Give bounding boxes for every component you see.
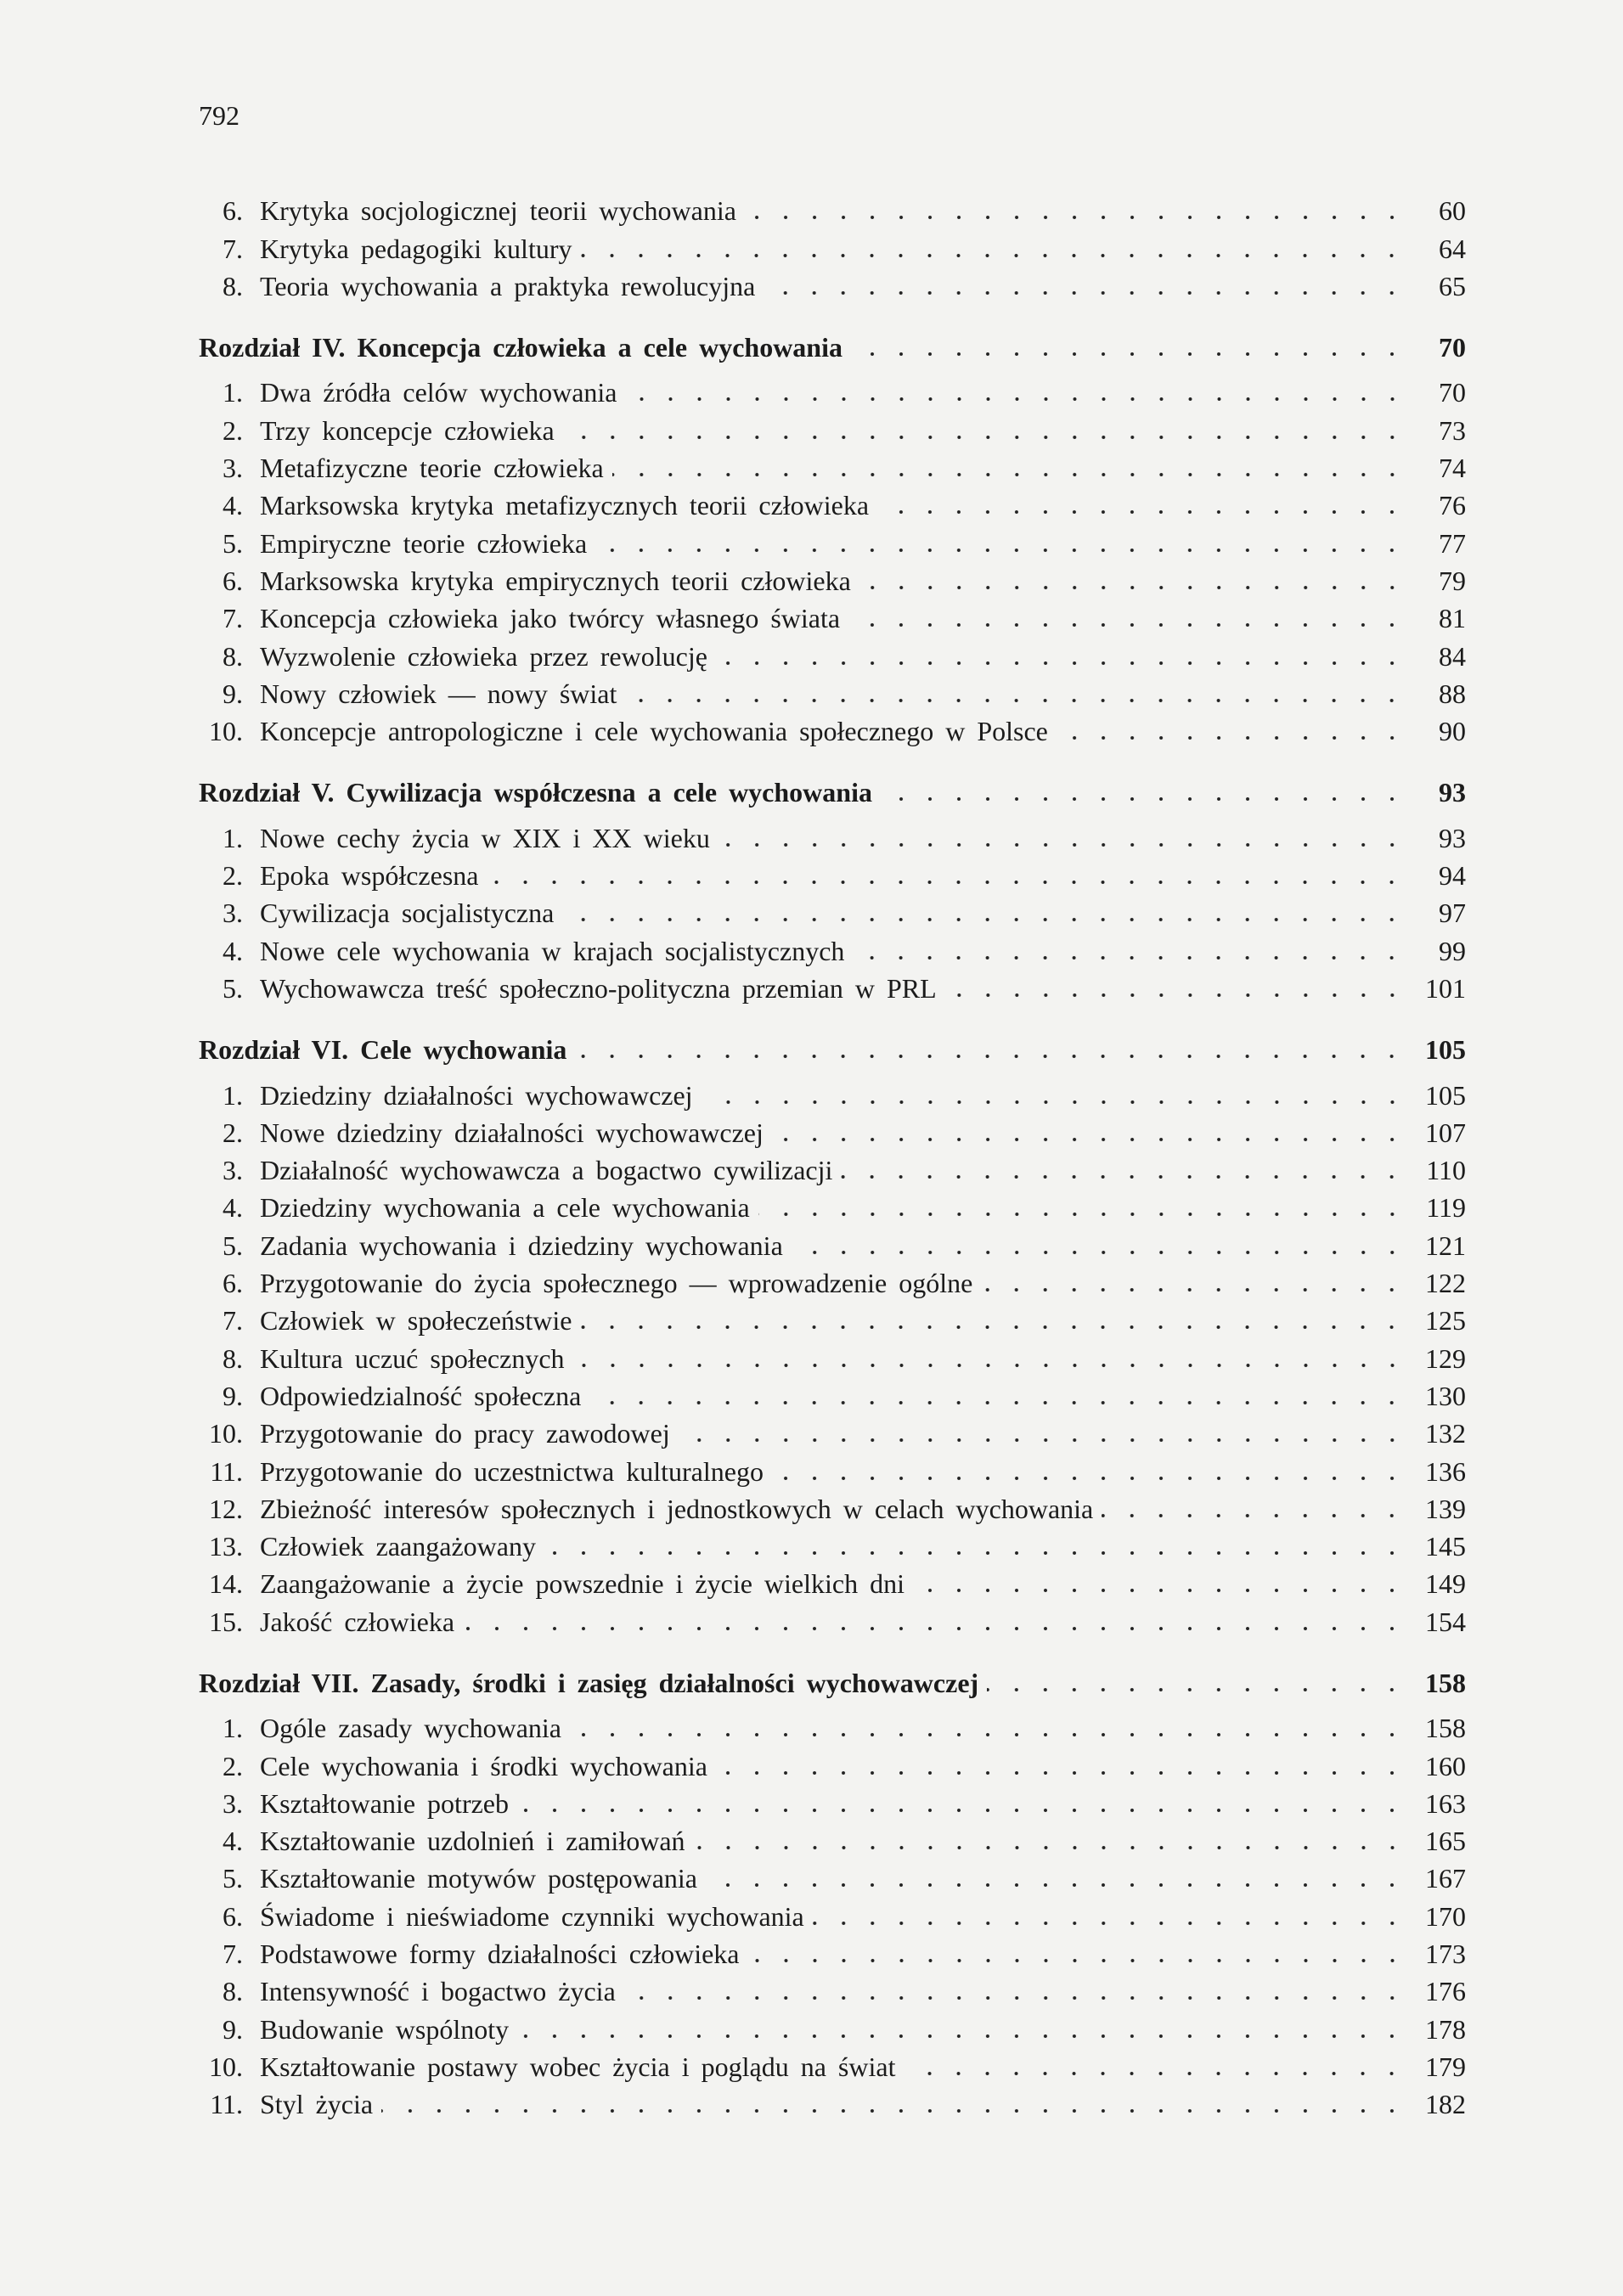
chapter-title: Rozdział IV. Koncepcja człowieka a cele wychowania xyxy=(199,332,842,363)
dot-leader xyxy=(589,1377,1417,1415)
entry-page-number: 88 xyxy=(1439,678,1466,709)
dot-leader xyxy=(487,857,1417,894)
entry-page-number: 107 xyxy=(1425,1117,1466,1148)
toc-entry xyxy=(195,1935,1466,1972)
entry-page-number: 170 xyxy=(1425,1900,1466,1932)
toc-entry xyxy=(195,1822,1466,1860)
toc-entry xyxy=(195,1189,1466,1226)
table-of-contents xyxy=(195,192,1466,2123)
dot-leader xyxy=(702,1077,1417,1114)
chapter-title: Rozdział V. Cywilizacja współczesna a cele wychowania xyxy=(199,777,872,808)
chapter-page-number: 70 xyxy=(1439,332,1466,363)
dot-leader xyxy=(716,1747,1417,1785)
entry-title: Dziedziny wychowania a cele wychowania xyxy=(260,1192,750,1224)
entry-number: 2. xyxy=(223,414,243,446)
entry-page-number: 90 xyxy=(1439,716,1466,747)
chapter-page-number: 93 xyxy=(1439,777,1466,808)
dot-leader xyxy=(748,1935,1417,1972)
entry-page-number: 149 xyxy=(1425,1568,1466,1600)
entry-page-number: 179 xyxy=(1425,2051,1466,2082)
entry-title: Kształtowanie motywów postępowania xyxy=(260,1863,697,1894)
entry-page-number: 105 xyxy=(1425,1079,1466,1111)
entry-page-number: 145 xyxy=(1425,1531,1466,1562)
dot-leader xyxy=(848,599,1417,637)
entry-number: 6. xyxy=(223,195,243,227)
dot-leader xyxy=(841,1151,1417,1189)
entry-page-number: 64 xyxy=(1439,233,1466,264)
entry-title: Świadome i nieświadome czynniki wychowania xyxy=(260,1900,804,1932)
entry-page-number: 84 xyxy=(1439,640,1466,672)
entry-number: 6. xyxy=(223,565,243,596)
entry-title: Teoria wychowania a praktyka rewolucyjna xyxy=(260,270,756,301)
toc-entry xyxy=(195,1602,1466,1640)
entry-title: Empiryczne teorie człowieka xyxy=(260,527,588,559)
entry-page-number: 60 xyxy=(1439,195,1466,227)
entry-title: Zbieżność interesów społecznych i jednostkowych w celach wychowania xyxy=(260,1493,1094,1524)
dot-leader xyxy=(624,1972,1417,2010)
dot-leader xyxy=(626,374,1417,411)
dot-leader xyxy=(694,1822,1417,1860)
toc-entry xyxy=(195,1415,1466,1452)
entry-page-number: 101 xyxy=(1425,972,1466,1004)
toc-entry xyxy=(195,1377,1466,1415)
dot-leader xyxy=(877,487,1417,524)
toc-entry xyxy=(195,524,1466,561)
entry-number: 3. xyxy=(223,1155,243,1186)
toc-entry xyxy=(195,894,1466,931)
entry-title: Koncepcja człowieka jako twórcy własnego świata xyxy=(260,603,841,634)
entry-title: Trzy koncepcje człowieka xyxy=(260,414,555,446)
entry-title: Nowe dziedziny działalności wychowawczej xyxy=(260,1117,764,1148)
entry-number: 8. xyxy=(223,1342,243,1374)
dot-leader xyxy=(517,2011,1417,2048)
toc-entry xyxy=(195,449,1466,487)
entry-title: Wychowawcza treść społeczno-polityczna przemian w PRL xyxy=(260,972,937,1004)
entry-page-number: 76 xyxy=(1439,490,1466,521)
dot-leader xyxy=(745,192,1417,229)
chapter-heading xyxy=(195,774,1466,811)
entry-number: 5. xyxy=(223,1230,243,1261)
entry-page-number: 173 xyxy=(1425,1939,1466,1970)
dot-leader xyxy=(853,932,1417,970)
dot-leader xyxy=(764,267,1417,305)
entry-page-number: 77 xyxy=(1439,527,1466,559)
entry-number: 8. xyxy=(223,270,243,301)
dot-leader xyxy=(913,1565,1417,1602)
entry-number: 3. xyxy=(223,898,243,929)
entry-number: 3. xyxy=(223,1787,243,1819)
entry-page-number: 129 xyxy=(1425,1342,1466,1374)
dot-leader xyxy=(813,1898,1417,1935)
entry-page-number: 182 xyxy=(1425,2089,1466,2120)
entry-page-number: 81 xyxy=(1439,603,1466,634)
dot-leader xyxy=(517,1785,1417,1822)
entry-title: Przygotowanie do pracy zawodowej xyxy=(260,1418,670,1449)
dot-leader xyxy=(1102,1490,1417,1528)
entry-title: Krytyka pedagogiki kultury xyxy=(260,233,572,264)
entry-number: 3. xyxy=(223,453,243,484)
dot-leader xyxy=(625,675,1417,712)
chapter-heading xyxy=(195,1664,1466,1702)
entry-number: 15. xyxy=(209,1606,243,1637)
dot-leader xyxy=(563,412,1417,449)
entry-title: Nowe cechy życia w XIX i XX wieku xyxy=(260,822,710,853)
entry-number: 10. xyxy=(209,716,243,747)
entry-title: Podstawowe formy działalności człowieka xyxy=(260,1939,740,1970)
entry-title: Cele wychowania i środki wychowania xyxy=(260,1750,707,1781)
dot-leader xyxy=(679,1415,1417,1452)
toc-entry xyxy=(195,374,1466,411)
entry-title: Cywilizacja socjalistyczna xyxy=(260,898,555,929)
entry-title: Jakość człowieka xyxy=(260,1606,455,1637)
entry-title: Koncepcje antropologiczne i cele wychowania społecznego w Polsce xyxy=(260,716,1048,747)
entry-title: Przygotowanie do uczestnictwa kulturalnego xyxy=(260,1455,764,1487)
entry-page-number: 139 xyxy=(1425,1493,1466,1524)
entry-number: 2. xyxy=(223,1750,243,1781)
entry-title: Krytyka socjologicznej teorii wychowania xyxy=(260,195,736,227)
dot-leader xyxy=(463,1603,1417,1640)
toc-entry xyxy=(195,562,1466,599)
entry-number: 7. xyxy=(223,1305,243,1337)
dot-leader xyxy=(562,894,1417,931)
dot-leader xyxy=(851,329,1417,366)
toc-entry xyxy=(195,675,1466,712)
dot-leader xyxy=(381,2085,1417,2123)
toc-entry xyxy=(195,1528,1466,1565)
entry-number: 6. xyxy=(223,1900,243,1932)
toc-entry xyxy=(195,1114,1466,1151)
dot-leader xyxy=(945,970,1417,1007)
entry-title: Odpowiedzialność społeczna xyxy=(260,1380,582,1411)
toc-entry xyxy=(195,819,1466,856)
entry-number: 10. xyxy=(209,2051,243,2082)
entry-title: Nowy człowiek — nowy świat xyxy=(260,678,617,709)
dot-leader xyxy=(859,562,1417,599)
entry-number: 14. xyxy=(209,1568,243,1600)
entry-page-number: 110 xyxy=(1426,1155,1466,1186)
entry-title: Kształtowanie uzdolnień i zamiłowań xyxy=(260,1826,685,1857)
toc-entry xyxy=(195,192,1466,229)
entry-title: Przygotowanie do życia społecznego — wprowadzenie ogólne xyxy=(260,1268,973,1299)
entry-page-number: 125 xyxy=(1425,1305,1466,1337)
entry-number: 9. xyxy=(223,678,243,709)
toc-entry xyxy=(195,1151,1466,1189)
entry-page-number: 93 xyxy=(1439,822,1466,853)
entry-title: Metafizyczne teorie człowieka xyxy=(260,453,604,484)
toc-entry xyxy=(195,2010,1466,2047)
entry-page-number: 73 xyxy=(1439,414,1466,446)
toc-entry xyxy=(195,857,1466,894)
toc-entry xyxy=(195,1264,1466,1302)
chapter-page-number: 158 xyxy=(1425,1667,1466,1698)
entry-number: 7. xyxy=(223,603,243,634)
entry-page-number: 74 xyxy=(1439,453,1466,484)
chapter-heading xyxy=(195,1031,1466,1068)
dot-leader xyxy=(987,1664,1417,1702)
entry-number: 1. xyxy=(223,377,243,408)
entry-title: Budowanie wspólnoty xyxy=(260,2013,510,2045)
dot-leader xyxy=(1057,712,1417,750)
entry-page-number: 130 xyxy=(1425,1380,1466,1411)
toc-entry xyxy=(195,1897,1466,1934)
dot-leader xyxy=(580,1302,1417,1339)
dot-leader xyxy=(792,1227,1417,1264)
entry-title: Zadania wychowania i dziedziny wychowania xyxy=(260,1230,783,1261)
entry-page-number: 132 xyxy=(1425,1418,1466,1449)
dot-leader xyxy=(706,1860,1417,1897)
entry-number: 1. xyxy=(223,1713,243,1744)
entry-page-number: 122 xyxy=(1425,1268,1466,1299)
toc-entry xyxy=(195,267,1466,305)
toc-entry xyxy=(195,970,1466,1007)
dot-leader xyxy=(570,1709,1417,1747)
entry-title: Człowiek w społeczeństwie xyxy=(260,1305,572,1337)
entry-page-number: 136 xyxy=(1425,1455,1466,1487)
toc-entry xyxy=(195,1709,1466,1747)
dot-leader xyxy=(981,1264,1417,1302)
entry-number: 9. xyxy=(223,1380,243,1411)
entry-number: 9. xyxy=(223,2013,243,2045)
toc-entry xyxy=(195,411,1466,448)
entry-title: Epoka współczesna xyxy=(260,860,479,892)
entry-page-number: 178 xyxy=(1425,2013,1466,2045)
entry-title: Marksowska krytyka metafizycznych teorii człowieka xyxy=(260,490,870,521)
entry-title: Ogóle zasady wychowania xyxy=(260,1713,561,1744)
entry-page-number: 97 xyxy=(1439,898,1466,929)
entry-title: Nowe cele wychowania w krajach socjalistycznych xyxy=(260,935,845,966)
toc-entry xyxy=(195,487,1466,524)
entry-page-number: 165 xyxy=(1425,1826,1466,1857)
entry-number: 2. xyxy=(223,1117,243,1148)
dot-leader xyxy=(612,449,1417,487)
entry-title: Kształtowanie postawy wobec życia i poglądu na świat xyxy=(260,2051,896,2082)
entry-number: 5. xyxy=(223,1863,243,1894)
entry-title: Człowiek zaangażowany xyxy=(260,1531,536,1562)
entry-page-number: 94 xyxy=(1439,860,1466,892)
entry-page-number: 99 xyxy=(1439,935,1466,966)
entry-title: Marksowska krytyka empirycznych teorii człowieka xyxy=(260,565,851,596)
toc-entry xyxy=(195,931,1466,969)
entry-number: 11. xyxy=(210,1455,243,1487)
dot-leader xyxy=(719,819,1417,857)
dot-leader xyxy=(575,1031,1417,1068)
entry-title: Kultura uczuć społecznych xyxy=(260,1342,565,1374)
entry-number: 10. xyxy=(209,1418,243,1449)
dot-leader xyxy=(772,1114,1417,1151)
toc-entry xyxy=(195,1490,1466,1528)
entry-number: 7. xyxy=(223,1939,243,1970)
toc-entry xyxy=(195,1565,1466,1602)
entry-page-number: 163 xyxy=(1425,1787,1466,1819)
entry-number: 4. xyxy=(223,1826,243,1857)
chapter-page-number: 105 xyxy=(1425,1034,1466,1066)
dot-leader xyxy=(716,638,1417,675)
entry-page-number: 65 xyxy=(1439,270,1466,301)
entry-page-number: 70 xyxy=(1439,377,1466,408)
dot-leader xyxy=(881,774,1417,811)
toc-entry xyxy=(195,1972,1466,2010)
entry-number: 4. xyxy=(223,1192,243,1224)
entry-title: Dwa źródła celów wychowania xyxy=(260,377,617,408)
entry-title: Wyzwolenie człowieka przez rewolucję xyxy=(260,640,707,672)
dot-leader xyxy=(544,1528,1417,1565)
toc-entry xyxy=(195,1747,1466,1784)
toc-entry xyxy=(195,637,1466,674)
entry-page-number: 167 xyxy=(1425,1863,1466,1894)
page-number: 792 xyxy=(199,100,240,131)
dot-leader xyxy=(595,525,1417,562)
toc-entry xyxy=(195,1785,1466,1822)
toc-entry xyxy=(195,712,1466,750)
entry-number: 5. xyxy=(223,527,243,559)
entry-number: 8. xyxy=(223,640,243,672)
entry-number: 11. xyxy=(210,2089,243,2120)
toc-entry xyxy=(195,229,1466,267)
entry-page-number: 79 xyxy=(1439,565,1466,596)
toc-entry xyxy=(195,599,1466,637)
entry-number: 13. xyxy=(209,1531,243,1562)
entry-number: 2. xyxy=(223,860,243,892)
entry-title: Kształtowanie potrzeb xyxy=(260,1787,509,1819)
entry-number: 4. xyxy=(223,935,243,966)
toc-entry xyxy=(195,1076,1466,1113)
entry-title: Działalność wychowawcza a bogactwo cywilizacji xyxy=(260,1155,833,1186)
chapter-heading xyxy=(195,329,1466,366)
entry-title: Dziedziny działalności wychowawczej xyxy=(260,1079,693,1111)
entry-number: 4. xyxy=(223,490,243,521)
toc-entry xyxy=(195,2048,1466,2085)
toc-entry xyxy=(195,1302,1466,1339)
dot-leader xyxy=(580,230,1417,267)
dot-leader xyxy=(772,1453,1417,1490)
toc-entry xyxy=(195,1860,1466,1897)
entry-number: 8. xyxy=(223,1976,243,2007)
entry-page-number: 119 xyxy=(1426,1192,1466,1224)
toc-entry xyxy=(195,1339,1466,1376)
entry-number: 6. xyxy=(223,1268,243,1299)
dot-leader xyxy=(758,1189,1417,1226)
entry-page-number: 160 xyxy=(1425,1750,1466,1781)
entry-page-number: 121 xyxy=(1425,1230,1466,1261)
entry-number: 1. xyxy=(223,822,243,853)
chapter-title: Rozdział VI. Cele wychowania xyxy=(199,1034,567,1066)
entry-title: Zaangażowanie a życie powszednie i życie wielkich dni xyxy=(260,1568,904,1600)
entry-title: Intensywność i bogactwo życia xyxy=(260,1976,616,2007)
entry-page-number: 176 xyxy=(1425,1976,1466,2007)
dot-leader xyxy=(573,1340,1417,1377)
entry-number: 7. xyxy=(223,233,243,264)
entry-number: 12. xyxy=(209,1493,243,1524)
toc-entry xyxy=(195,1452,1466,1489)
entry-title: Styl życia xyxy=(260,2089,374,2120)
toc-entry xyxy=(195,2085,1466,2123)
toc-entry xyxy=(195,1226,1466,1263)
dot-leader xyxy=(904,2048,1417,2085)
entry-page-number: 158 xyxy=(1425,1713,1466,1744)
entry-page-number: 154 xyxy=(1425,1606,1466,1637)
chapter-title: Rozdział VII. Zasady, środki i zasięg działalności wychowawczej xyxy=(199,1667,979,1698)
entry-number: 5. xyxy=(223,972,243,1004)
entry-number: 1. xyxy=(223,1079,243,1111)
